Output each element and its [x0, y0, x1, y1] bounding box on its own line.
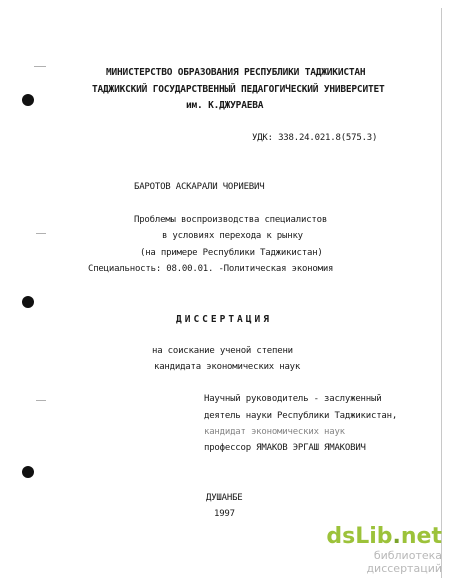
dslib-logo: dsLib.net: [326, 524, 442, 549]
dslib-watermark: [302, 525, 442, 575]
city: ДУШАНБЕ: [206, 493, 243, 503]
punch-hole-bottom: [22, 466, 34, 478]
scan-mark: [36, 400, 46, 401]
supervisor-line-2: деятель науки Республики Таджикистан,: [204, 411, 398, 421]
scan-edge: [441, 8, 442, 578]
punch-hole-top: [22, 94, 34, 106]
degree-line-2: кандидата экономических наук: [154, 362, 301, 372]
dslib-tagline: библиотека диссертаций: [366, 549, 442, 575]
university-line: ТАДЖИКСКИЙ ГОСУДАРСТВЕННЫЙ ПЕДАГОГИЧЕСКИЙ УНИВЕРСИТЕТ: [92, 84, 385, 95]
supervisor-line-4: профессор ЯМАКОВ ЭРГАШ ЯМАКОВИЧ: [204, 443, 366, 453]
title-line-1: Проблемы воспроизводства специалистов: [134, 215, 328, 225]
named-after-line: им. К.ДЖУРАЕВА: [186, 100, 264, 111]
year: 1997: [214, 509, 235, 519]
scan-mark: [34, 66, 46, 67]
scan-mark: [36, 233, 46, 234]
udk-code: УДК: 338.24.021.8(575.3): [252, 133, 378, 143]
ministry-line: МИНИСТЕРСТВО ОБРАЗОВАНИЯ РЕСПУБЛИКИ ТАДЖИКИСТАН: [106, 67, 366, 78]
specialty-line: Специальность: 08.00.01. -Политическая экономия: [88, 264, 334, 274]
degree-line-1: на соискание ученой степени: [152, 346, 293, 356]
title-line-3: (на примере Республики Таджикистан): [140, 248, 323, 258]
author-name: БАРОТОВ АСКАРАЛИ ЧОРИЕВИЧ: [134, 182, 265, 192]
title-line-2: в условиях перехода к рынку: [162, 231, 303, 241]
supervisor-line-1: Научный руководитель - заслуженный: [204, 394, 382, 404]
document-type: ДИССЕРТАЦИЯ: [176, 314, 272, 325]
punch-hole-middle: [22, 296, 34, 308]
supervisor-line-3: кандидат экономических наук: [204, 427, 345, 437]
